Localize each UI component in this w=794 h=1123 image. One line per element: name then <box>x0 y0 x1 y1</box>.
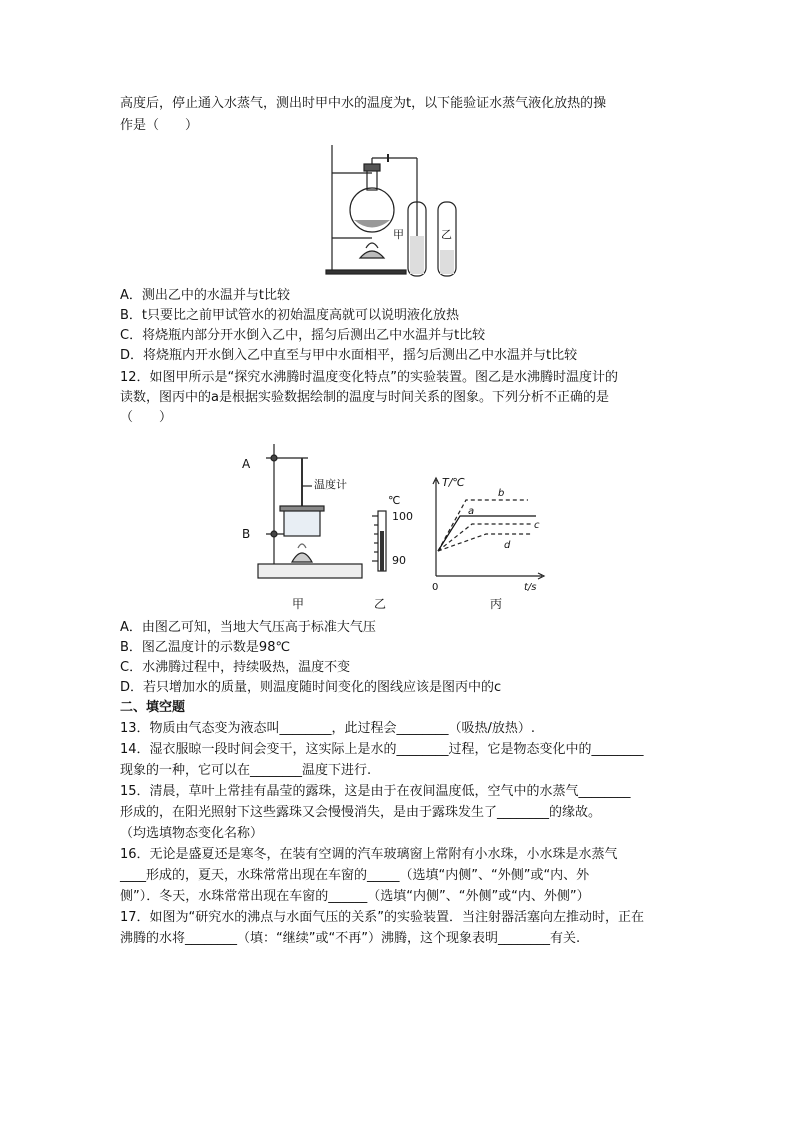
q17-line2: 沸腾的水将________（填：“继续”或“不再”）沸腾，这个现象表明________有关. <box>120 931 581 946</box>
q12-stem-line2: 读数，图丙中的a是根据实验数据绘制的温度与时间关系的图象。下列分析不正确的是 <box>120 390 609 405</box>
tick-90: 90 <box>392 554 406 567</box>
caption-bing: 丙 <box>490 597 503 611</box>
q11-stem-line1: 高度后，停止通入水蒸气，测出时甲中水的温度为t，以下能验证水蒸气液化放热的操 <box>120 96 607 111</box>
q11-stem-line2: 作是（ ） <box>120 118 199 133</box>
label-yi: 乙 <box>441 228 452 241</box>
q11-option-c: C．将烧瓶内部分开水倒入乙中，摇匀后测出乙中水温并与t比较 <box>120 328 486 343</box>
q12-option-d: D．若只增加水的质量，则温度随时间变化的图线应该是图丙中的c <box>120 680 502 695</box>
q12-figure <box>236 436 566 616</box>
caption-yi: 乙 <box>374 597 387 611</box>
q14-line1: 14．湿衣服晾一段时间会变干，这实际上是水的________过程，它是物态变化中的________ <box>120 742 644 757</box>
q17-line1: 17．如图为“研究水的沸点与水面气压的关系”的实验装置．当注射器活塞向左推动时，正在 <box>120 910 645 925</box>
q16-line1: 16．无论是盛夏还是寒冬，在装有空调的汽车玻璃窗上常附有小水珠，小水珠是水蒸气 <box>120 847 618 862</box>
y-axis-label: T/℃ <box>442 476 465 489</box>
q15-line2: 形成的，在阳光照射下这些露珠又会慢慢消失，是由于露珠发生了________的缘故。 <box>120 805 602 820</box>
q11-option-b: B．t只要比之前甲试管水的初始温度高就可以说明液化放热 <box>120 308 460 323</box>
curve-a-label: a <box>468 506 475 517</box>
label-A: A <box>242 457 251 471</box>
thermometer-label: 温度计 <box>314 478 347 491</box>
caption-jia: 甲 <box>292 597 305 611</box>
x-axis-label: t/s <box>524 582 537 593</box>
section-heading: 二、填空题 <box>120 700 186 715</box>
q14-line2: 现象的一种，它可以在________温度下进行. <box>120 763 372 778</box>
q12-stem-line1: 12．如图甲所示是“探究水沸腾时温度变化特点”的实验装置。图乙是水沸腾时温度计的 <box>120 370 619 385</box>
q12-option-b: B．图乙温度计的示数是98℃ <box>120 640 291 655</box>
label-jia: 甲 <box>393 228 404 241</box>
q11-apparatus-figure <box>322 140 472 280</box>
curve-b-label: b <box>498 488 505 499</box>
q13-line: 13．物质由气态变为液态叫________，此过程会________（吸热/放热）. <box>120 721 536 736</box>
q12-option-c: C．水沸腾过程中，持续吸热，温度不变 <box>120 660 351 675</box>
q12-option-a: A．由图乙可知，当地大气压高于标准大气压 <box>120 620 376 635</box>
q15-line3: （均选填物态变化名称） <box>120 826 264 841</box>
label-B: B <box>242 527 251 541</box>
q11-option-a: A．测出乙中的水温并与t比较 <box>120 288 290 303</box>
q16-line2: ____形成的，夏天，水珠常常出现在车窗的_____（选填“内侧”、“外侧”或“内、外 <box>120 868 590 883</box>
curve-d-label: d <box>504 540 511 551</box>
origin-label: 0 <box>432 582 439 593</box>
unit-label: ℃ <box>388 494 401 507</box>
q16-line3: 侧”）．冬天，水珠常常出现在车窗的______（选填“内侧”、“外侧”或“内、外侧”） <box>120 889 590 904</box>
tick-100: 100 <box>392 510 413 523</box>
q15-line1: 15．清晨，草叶上常挂有晶莹的露珠，这是由于在夜间温度低，空气中的水蒸气________ <box>120 784 631 799</box>
q11-option-d: D．将烧瓶内开水倒入乙中直至与甲中水面相平，摇匀后测出乙中水温并与t比较 <box>120 348 578 363</box>
curve-c-label: c <box>534 520 540 531</box>
q12-stem-line3: （ ） <box>120 410 173 425</box>
